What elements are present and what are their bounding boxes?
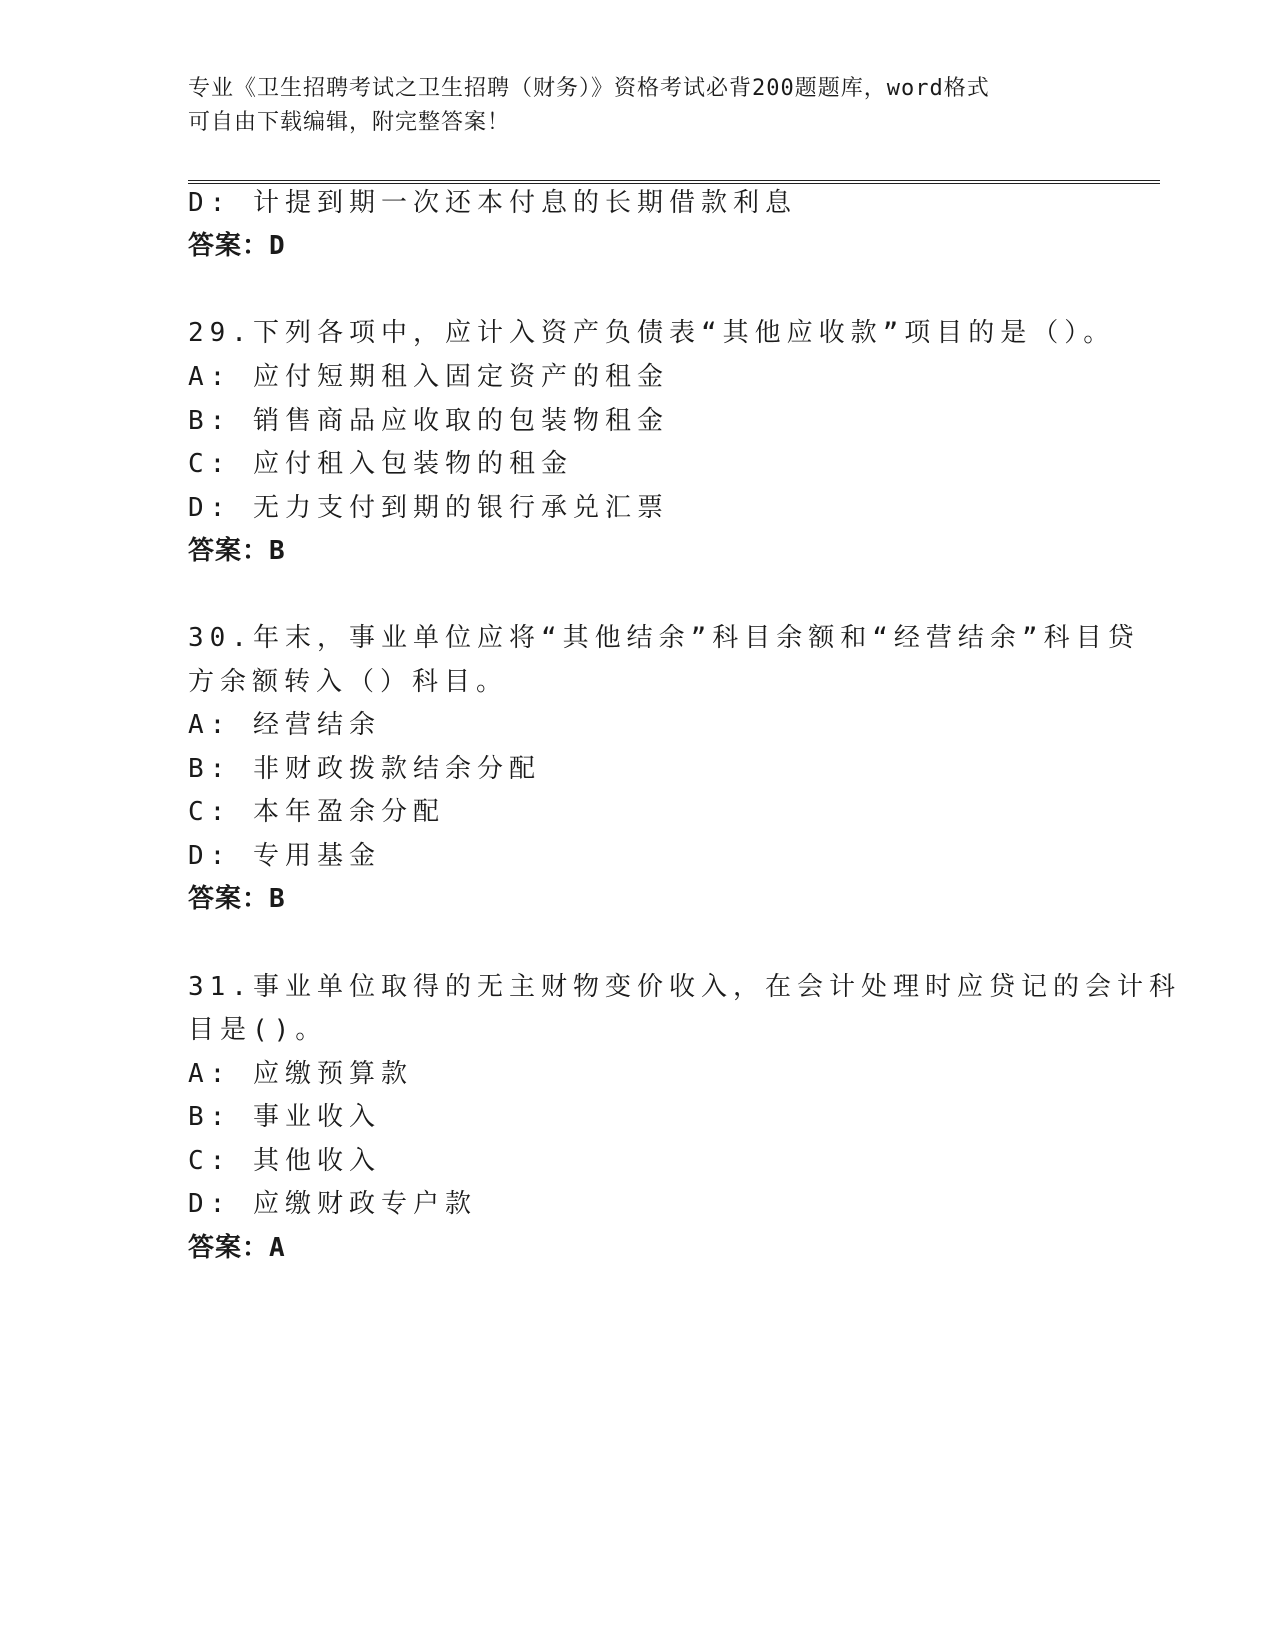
q30-stem-line-2: 方余额转入（）科目。 [188, 667, 509, 697]
prev-answer: 答案：D [188, 231, 286, 261]
q31-answer: 答案：A [188, 1233, 286, 1263]
header-double-rule [188, 180, 1160, 184]
document-header [188, 72, 1088, 140]
q30-option-c: C: 本年盈余分配 [188, 797, 445, 827]
q31-option-c: C: 其他收入 [188, 1146, 381, 1176]
q29-option-d: D: 无力支付到期的银行承兑汇票 [188, 493, 669, 523]
q30-option-b: B: 非财政拨款结余分配 [188, 754, 541, 784]
q31-option-d: D: 应缴财政专户款 [188, 1189, 477, 1219]
q29-stem: 29.下列各项中，应计入资产负债表“其他应收款”项目的是（）。 [188, 318, 1116, 348]
prev-option-d: D: 计提到期一次还本付息的长期借款利息 [188, 188, 797, 218]
q29-answer: 答案：B [188, 536, 286, 566]
q30-answer: 答案：B [188, 884, 286, 914]
q29-option-b: B: 销售商品应收取的包装物租金 [188, 406, 669, 436]
q30-option-d: D: 专用基金 [188, 841, 381, 871]
q31-stem-line-2: 目是()。 [188, 1015, 328, 1045]
q31-stem-line-1: 31.事业单位取得的无主财物变价收入，在会计处理时应贷记的会计科 [188, 972, 1181, 1002]
header-line-2: 可自由下载编辑，附完整答案！ [188, 110, 511, 135]
header-line-1: 专业《卫生招聘考试之卫生招聘（财务）》资格考试必背200题题库，word格式 [188, 76, 990, 101]
q30-option-a: A: 经营结余 [188, 710, 381, 740]
q29-option-c: C: 应付租入包装物的租金 [188, 449, 573, 479]
q31-option-a: A: 应缴预算款 [188, 1059, 413, 1089]
q31-option-b: B: 事业收入 [188, 1102, 381, 1132]
q29-option-a: A: 应付短期租入固定资产的租金 [188, 362, 669, 392]
q30-stem-line-1: 30.年末，事业单位应将“其他结余”科目余额和“经营结余”科目贷 [188, 623, 1140, 653]
